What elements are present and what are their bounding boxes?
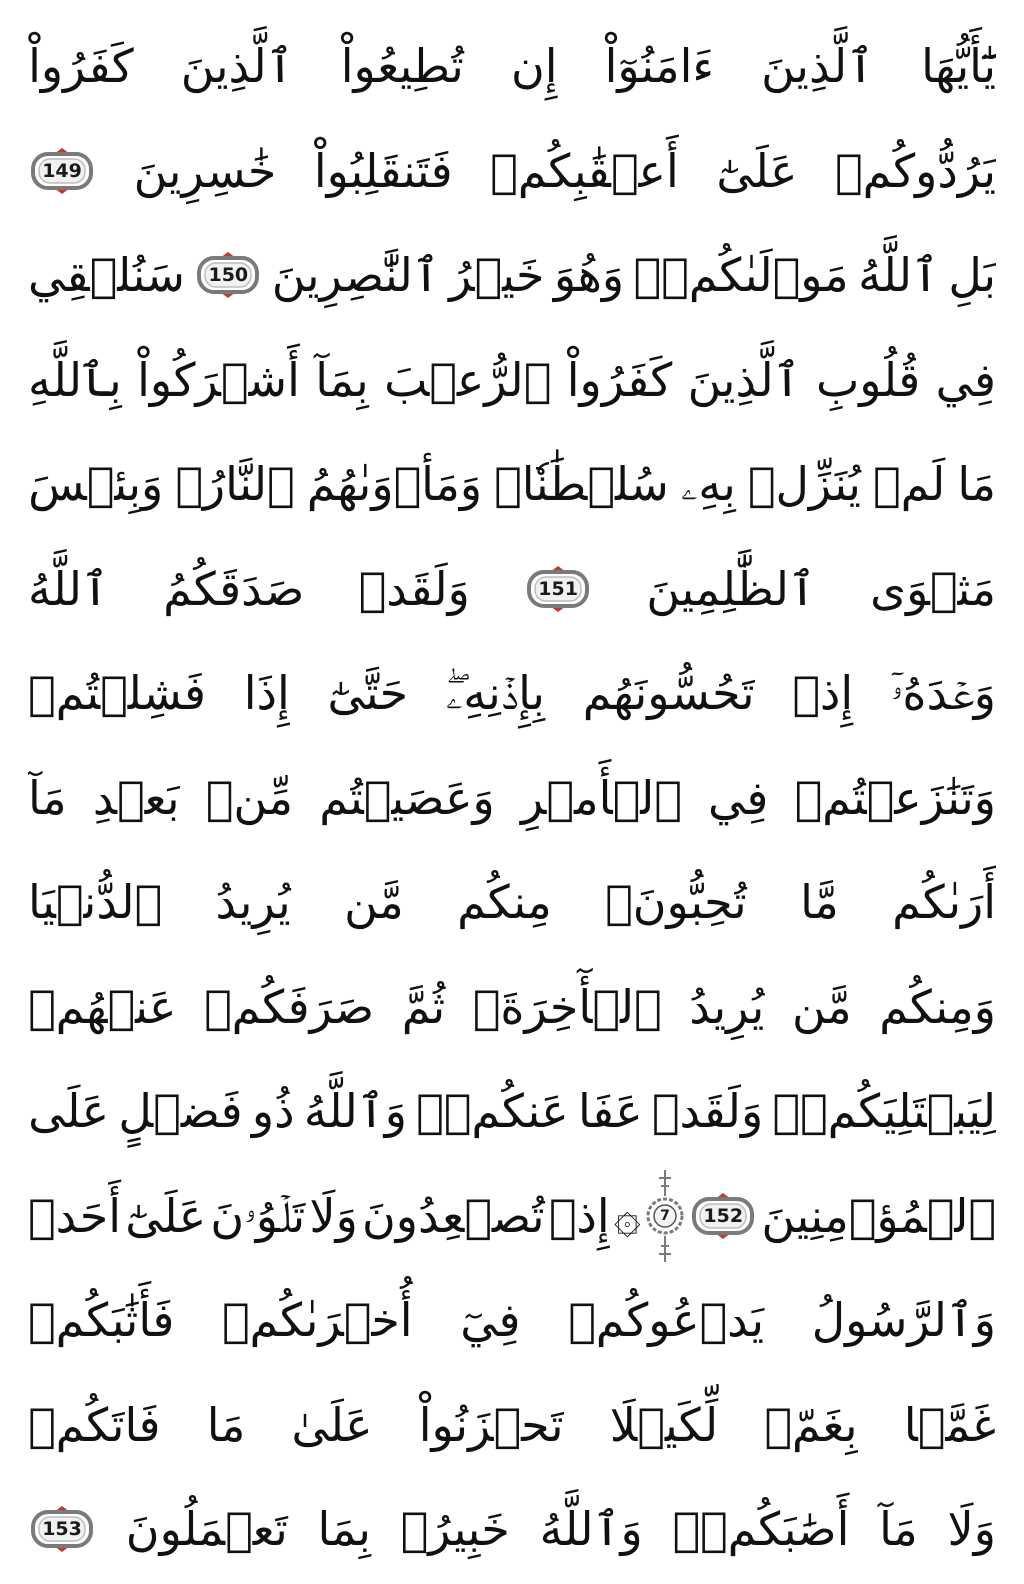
verse-word: خَيۡرُ (449, 248, 545, 302)
verse-word: ٱلنَّارُۖ (175, 457, 295, 511)
verse-word: مَّا (800, 875, 839, 929)
verse-word: تَعۡمَلُونَ (125, 1502, 288, 1556)
verse-word: بِغَمّٖ (764, 1397, 858, 1452)
verse-word: بِٱللَّهِ (28, 352, 122, 407)
verse-word: بِهِۦ (680, 457, 736, 511)
verse-word: ءَامَنُوٓاْ (604, 39, 715, 93)
verse-word: سُلۡطَٰنٗاۖ (494, 457, 669, 511)
verse-word: ٱلرُّعۡبَ (384, 352, 552, 407)
verse-word: فَضۡلٍ (118, 1084, 243, 1138)
mushaf-line (28, 1164, 996, 1268)
verse-word: أَحَدٖ (28, 1188, 122, 1243)
verse-word: أَعۡقَٰبِكُمۡ (490, 143, 679, 198)
verse-word: مَوۡلَىٰكُمۡۖ (633, 248, 849, 302)
ayah-number: 152 (703, 1204, 744, 1227)
verse-word: ٱلنَّٰصِرِينَ (271, 248, 440, 302)
mushaf-line (28, 1268, 996, 1372)
verse-word: ٱلۡمُؤۡمِنِينَ (761, 1188, 996, 1243)
verse-word: يَدۡعُوكُمۡ (568, 1293, 765, 1347)
verse-word: يَٰٓأَيُّهَا (921, 39, 996, 93)
verse-word: عَنكُمۡۗ (416, 1084, 569, 1138)
verse-word: غَمَّۢا (903, 1397, 996, 1452)
mushaf-line (28, 1059, 996, 1163)
mushaf-line (28, 955, 996, 1059)
verse-word: حَتَّىٰٓ (327, 666, 409, 720)
verse-word: ثُمَّ (401, 979, 446, 1034)
verse-word: ٱلۡأَمۡرِ (520, 770, 682, 825)
verse-word: يُنَزِّلۡ (747, 457, 861, 511)
verse-word: فَأَثَٰبَكُمۡ (28, 1293, 175, 1347)
verse-word: أُخۡرَىٰكُمۡ (221, 1293, 413, 1347)
verse-word: مَآ (879, 1502, 918, 1556)
verse-word: عَلَىٰٓ (716, 143, 798, 198)
verse-word: ٱلَّذِينَ (180, 39, 294, 93)
verse-word: ٱللَّهُ (28, 561, 109, 616)
verse-word: وَمَأۡوَىٰهُمُ (306, 457, 483, 511)
verse-word: خَٰسِرِينَ (133, 143, 277, 198)
hizb-marker (645, 1166, 685, 1266)
mushaf-line (28, 1373, 996, 1477)
verse-word: يَرُدُّوكُمۡ (835, 143, 996, 198)
verse-word: صَرَفَكُمۡ (204, 979, 375, 1034)
verse-word: تُطِيعُواْ (340, 39, 464, 93)
ayah-number: 151 (538, 577, 578, 600)
verse-word: إِذۡ (548, 1188, 610, 1243)
verse-word: مَّن (344, 875, 404, 929)
verse-word: تَلۡوُۥنَ (210, 1188, 306, 1243)
verse-word: يُرِيدُ (215, 875, 291, 929)
hizb-number: 7 (660, 1207, 670, 1224)
verse-word: بِمَآ (315, 352, 369, 407)
verse-word: أَشۡرَكُواْ (137, 352, 300, 407)
verse-word: ذُو (251, 1084, 295, 1138)
verse-word: تُحِبُّونَۚ (605, 875, 747, 929)
verse-word: ٱلۡأٓخِرَةَۚ (472, 979, 662, 1034)
verse-word: مِّنۢ (205, 770, 294, 825)
verse-word: ٱلَّذِينَ (761, 39, 875, 93)
mushaf-line (28, 1477, 996, 1581)
verse-word: بَلِ (948, 248, 996, 302)
ayah-end-marker (689, 1191, 757, 1241)
verse-word: مَّن (791, 979, 852, 1034)
verse-word: إِن (510, 39, 558, 93)
verse-word: كَفَرُواْ (28, 39, 134, 93)
verse-word: بِمَا (317, 1502, 371, 1556)
verse-word: وَلَقَدۡ (651, 1084, 764, 1138)
mushaf-line (28, 328, 996, 432)
verse-word: وَلَا (947, 1502, 996, 1556)
verse-word: تَحُسُّونَهُم (582, 666, 755, 720)
verse-word: ٱلدُّنۡيَا (28, 875, 163, 929)
mushaf-line (28, 537, 996, 641)
verse-word: مَآ (28, 770, 67, 825)
verse-word: عَلَى (28, 1084, 110, 1138)
verse-word: أَرَىٰكُم (892, 875, 996, 929)
ayah-number: 150 (208, 264, 249, 286)
verse-word: فَشِلۡتُمۡ (28, 666, 206, 720)
verse-word: وَٱللَّهُ (539, 1502, 643, 1556)
verse-word: عَفَا (577, 1084, 643, 1138)
verse-word: فِي (708, 770, 769, 825)
verse-word: مَا (957, 457, 996, 511)
verse-word: وَتَنَٰزَعۡتُمۡ (794, 770, 996, 825)
verse-word: إِذۡ (792, 666, 854, 720)
mushaf-line (28, 746, 996, 850)
ayah-end-marker (194, 250, 262, 300)
verse-word: وَمِنكُم (879, 979, 996, 1034)
verse-word: عَلَىٰ (291, 1397, 373, 1452)
verse-word: وَلَا (309, 1188, 358, 1243)
verse-word: وَعَصَيۡتُم (319, 770, 495, 825)
verse-word: كَفَرُواْ (566, 352, 673, 407)
verse-word: عَنۡهُمۡ (28, 979, 177, 1034)
ayah-number: 153 (42, 1518, 82, 1540)
verse-word: وَبِئۡسَ (28, 457, 164, 511)
verse-word: فَتَنقَلِبُواْ (313, 143, 453, 198)
verse-word: لَمۡ (873, 457, 946, 511)
verse-word: تُصۡعِدُونَ (361, 1188, 545, 1243)
verse-word: عَلَىٰٓ (125, 1188, 207, 1243)
verse-word: أَصَٰبَكُمۡۗ (672, 1502, 850, 1556)
mushaf-line (28, 14, 996, 118)
verse-word: يُرِيدُ (689, 979, 765, 1034)
verse-word: مَا (206, 1397, 246, 1452)
verse-word: فِي (935, 352, 996, 407)
ayah-end-marker (28, 1504, 96, 1554)
verse-word: صَدَقَكُمُ (163, 561, 305, 616)
mushaf-line (28, 119, 996, 223)
verse-word: مَثۡوَى (870, 561, 996, 616)
verse-word: وَٱللَّهُ (303, 1084, 407, 1138)
verse-word: ٱللَّهُ (858, 248, 939, 302)
mushaf-line (28, 223, 996, 327)
ayah-end-marker (28, 146, 96, 196)
verse-word: فَاتَكُمۡ (28, 1397, 161, 1452)
verse-word: وَهُوَ (553, 248, 625, 302)
verse-word: لِيَبۡتَلِيَكُمۡۖ (772, 1084, 996, 1138)
verse-word: وَٱلرَّسُولُ (811, 1293, 996, 1347)
verse-word: وَعۡدَهُۥٓ (890, 666, 996, 720)
ayah-end-marker (524, 564, 592, 614)
mushaf-line (28, 432, 996, 536)
verse-word: وَلَقَدۡ (358, 561, 470, 616)
verse-word: لِّكَيۡلَا (609, 1397, 719, 1452)
mushaf-line (28, 641, 996, 745)
verse-word: سَنُلۡقِي (28, 248, 185, 302)
verse-word: تَحۡزَنُواْ (418, 1397, 564, 1452)
verse-word: فِيٓ (460, 1293, 521, 1347)
verse-word: ٱلَّذِينَ (687, 352, 801, 407)
verse-word: خَبِيرُۢ (400, 1502, 510, 1556)
verse-word: قُلُوبِ (815, 352, 921, 407)
mushaf-line (28, 850, 996, 954)
ayah-number: 149 (42, 159, 82, 182)
verse-word: بِإِذۡنِهِۦۖ (445, 666, 545, 720)
verse-word: ٱلظَّٰلِمِينَ (646, 561, 816, 616)
verse-word: إِذَا (243, 666, 290, 720)
verse-word: بَعۡدِ (92, 770, 180, 825)
verse-word: ۞ (613, 1188, 641, 1243)
verse-word: مِنكُم (457, 875, 552, 929)
